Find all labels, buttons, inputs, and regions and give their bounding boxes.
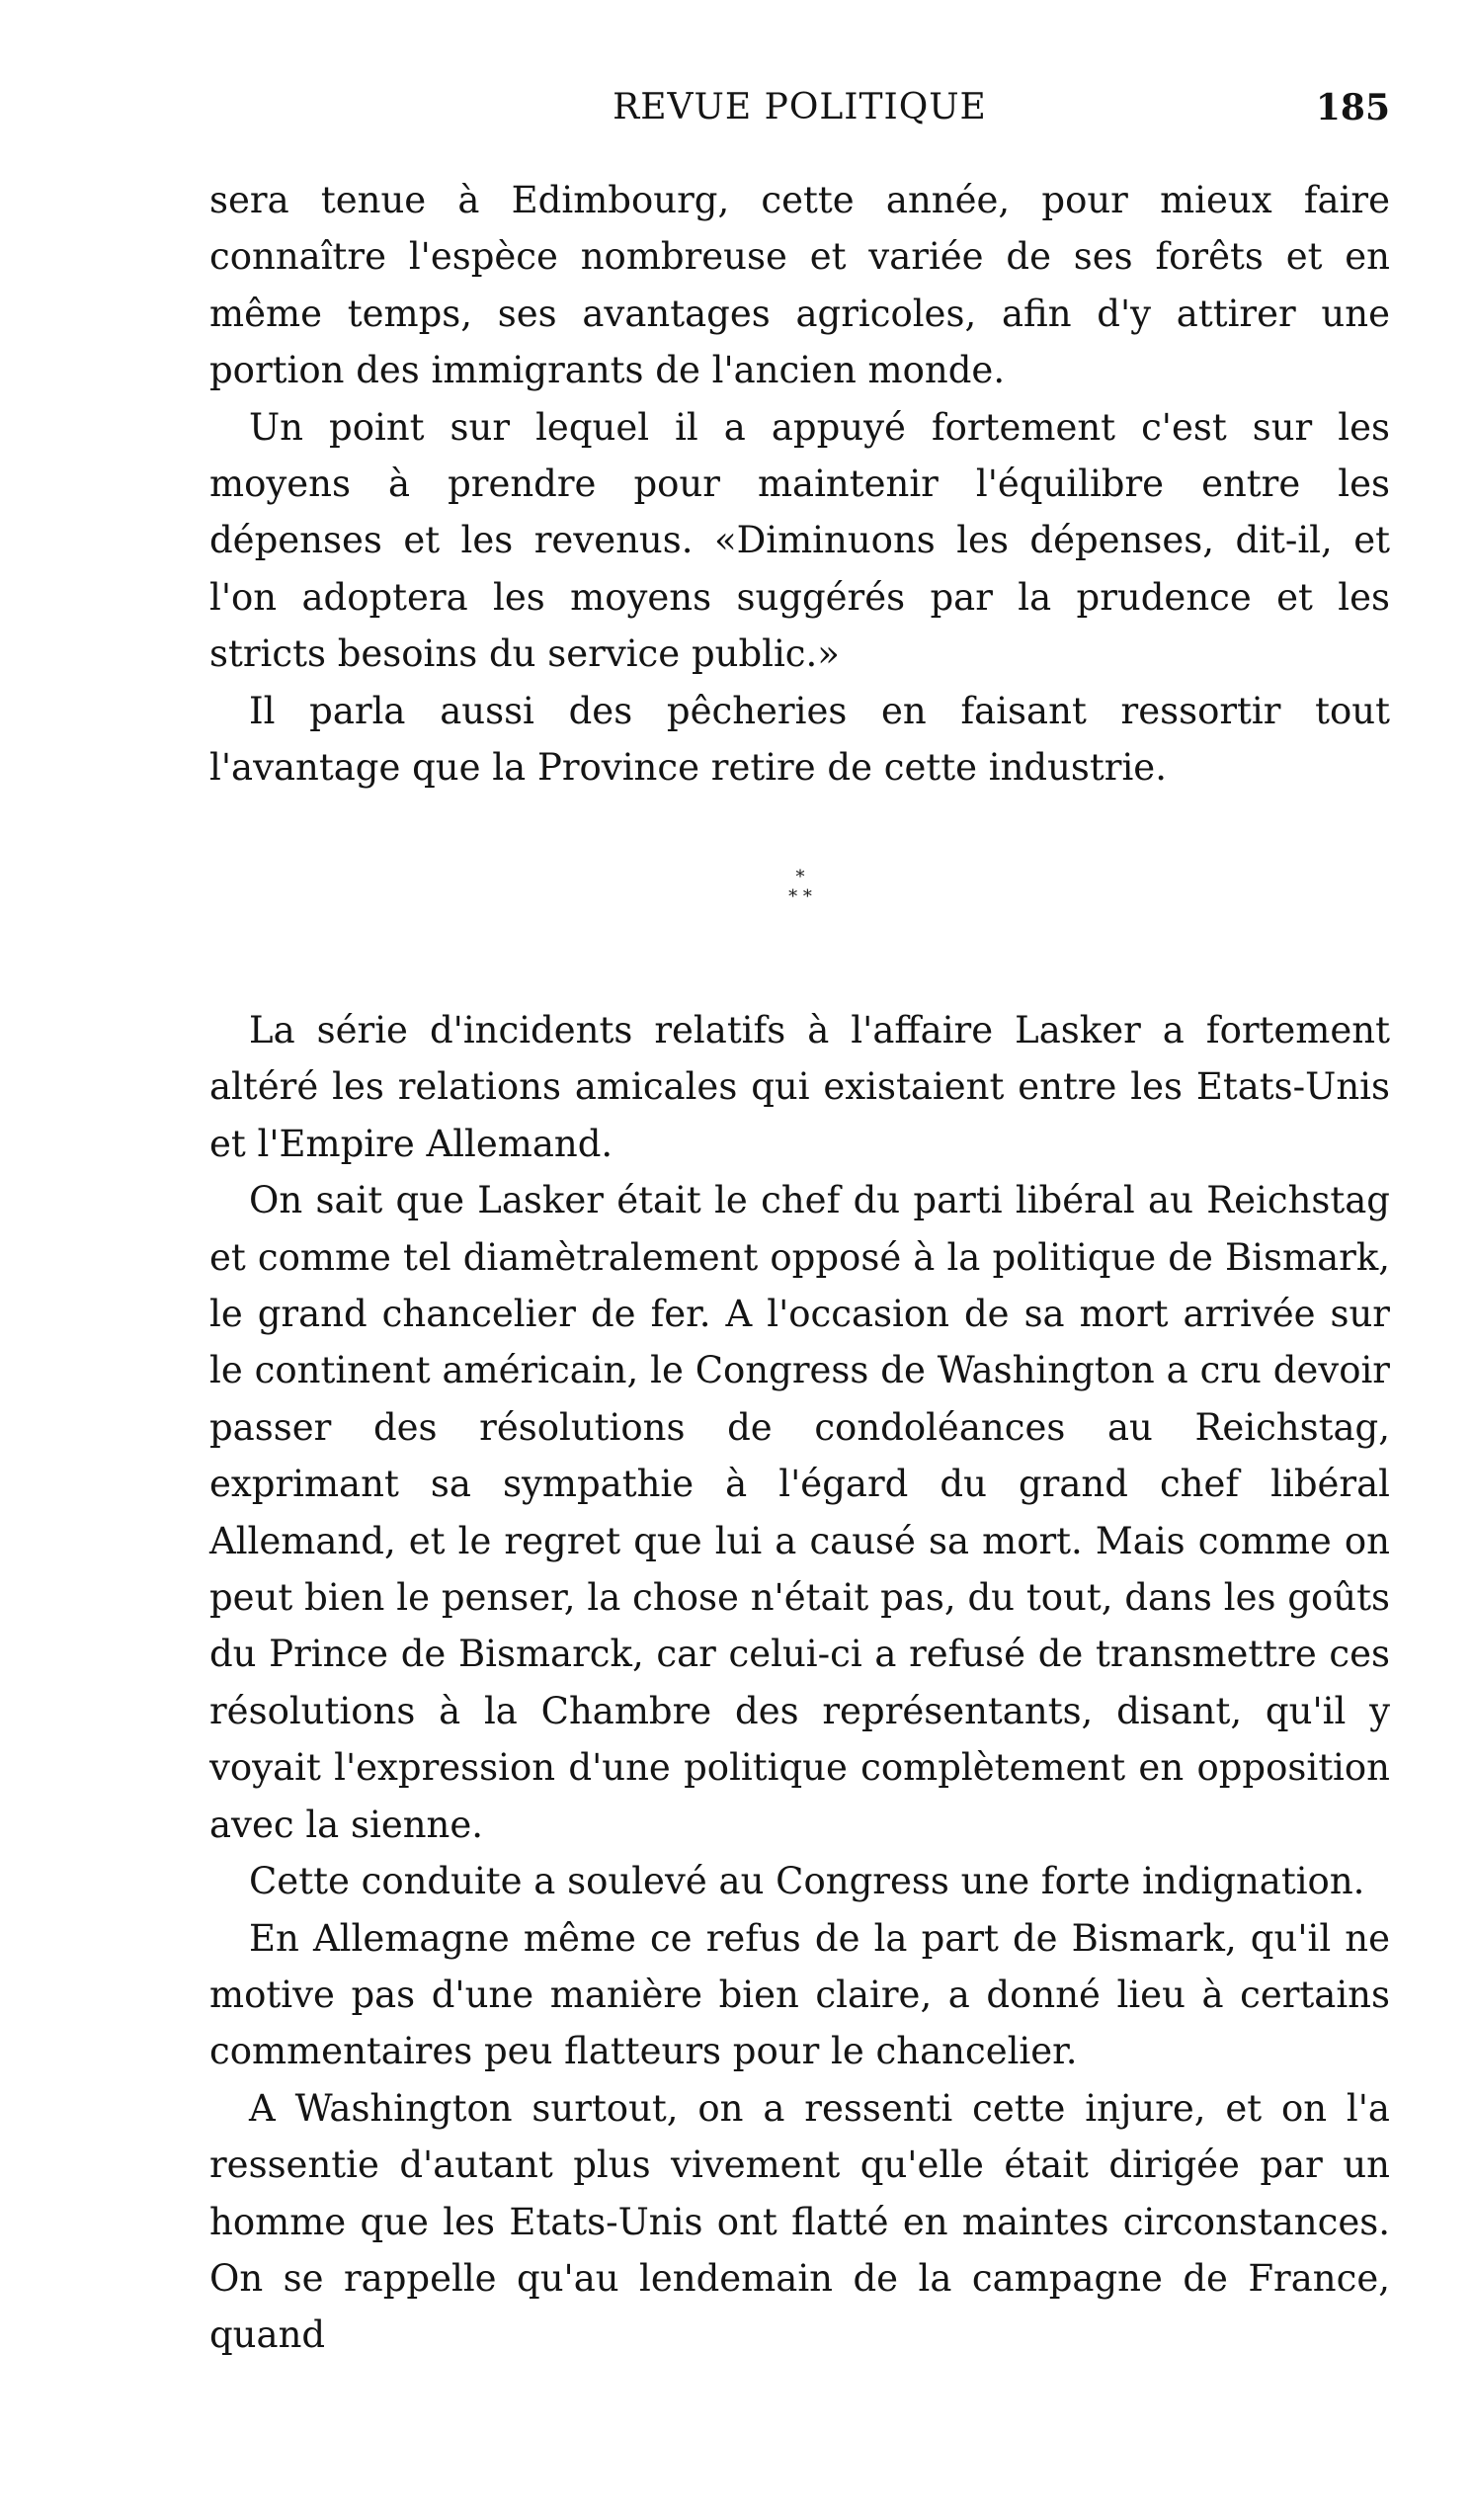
paragraph: On sait que Lasker était le chef du parti libéral au Reichstag et comme tel diamètralement opposé à la politique de Bismark, le grand chancelier de fer. A l'occasion de sa mort arrivée sur le continent américain, le Congress de Washington a cru devoir passer des résolutions de condoléances au Reichstag, exprimant sa sympathie à l'égard du grand chef libéral Allemand, et le regret que lui a causé sa mort. Mais comme on peut bien le penser, la chose n'était pas, du tout, dans les goûts du Prince de Bismarck, car celui-ci a refusé de transmettre ces résolutions à la Chambre des représentants, disant, qu'il y voyait l'expression d'une politique complètement en opposition avec la sienne. <box>209 1179 1390 1846</box>
asterism-top: * <box>795 867 805 887</box>
paragraph: En Allemagne même ce refus de la part de Bismark, qu'il ne motive pas d'une manière bien claire, a donné lieu à certains commentaires peu flatteurs pour le chancelier. <box>209 1916 1390 2073</box>
page-header <box>209 87 1390 146</box>
section-two-text <box>209 1002 1390 2364</box>
paragraph: La série d'incidents relatifs à l'affaire Lasker a fortement altéré les relations amicales qui existaient entre les Etats-Unis et l'Empire Allemand. <box>209 1009 1390 1165</box>
paragraph: A Washington surtout, on a ressenti cette injure, et on l'a ressentie d'autant plus vivement qu'elle était dirigée par un homme que les Etats-Unis ont flatté en maintes circonstances. On se rappelle qu'au lendemain de la campagne de France, quand <box>209 2086 1390 2357</box>
section-one-text <box>209 172 1390 796</box>
asterism-bottom: * * <box>788 886 812 907</box>
asterism-separator <box>761 868 840 927</box>
page-number: 185 <box>1315 87 1390 128</box>
paragraph: sera tenue à Edimbourg, cette année, pour mieux faire connaître l'espèce nombreuse et variée de ses forêts et en même temps, ses avantages agricoles, afin d'y attirer une portion des immigrants de l'ancien monde. <box>209 179 1390 392</box>
running-title: REVUE POLITIQUE <box>613 87 987 127</box>
paragraph: Un point sur lequel il a appuyé fortement c'est sur les moyens à prendre pour maintenir l'équilibre entre les dépenses et les revenus. «Diminuons les dépenses, dit-il, et l'on adoptera les moyens suggérés par la prudence et les stricts besoins du service public.» <box>209 405 1390 676</box>
paragraph: Cette conduite a soulevé au Congress une forte indignation. <box>249 1860 1365 1903</box>
paragraph: Il parla aussi des pêcheries en faisant ressortir tout l'avantage que la Province retire de cette industrie. <box>209 689 1390 790</box>
